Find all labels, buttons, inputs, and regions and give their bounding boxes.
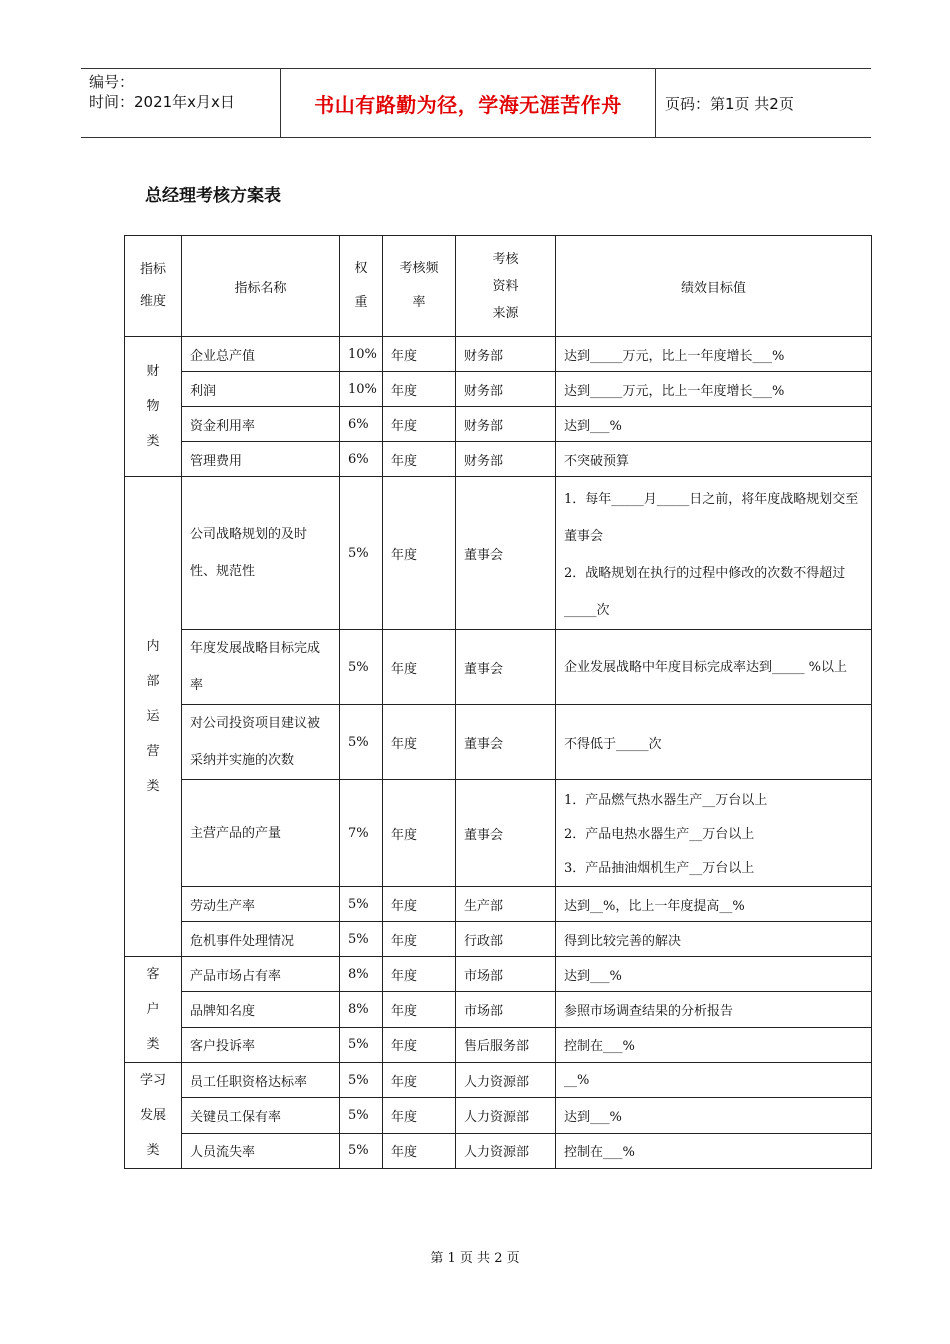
frequency-cell: 年度 (383, 780, 456, 887)
table-row (125, 1133, 872, 1168)
weight-cell: 5% (340, 1133, 383, 1168)
weight-cell: 5% (340, 922, 383, 957)
table-row (125, 630, 872, 705)
indicator-name-cell: 利润 (182, 372, 340, 407)
frequency-cell: 年度 (383, 922, 456, 957)
weight-cell: 8% (340, 957, 383, 992)
source-cell: 财务部 (456, 442, 556, 477)
indicator-name-cell: 主营产品的产量 (182, 780, 340, 887)
frequency-cell: 年度 (383, 705, 456, 780)
table-row (125, 1098, 872, 1133)
header-dimension: 指标 维度 (125, 236, 182, 337)
number-label: 编号： (89, 73, 135, 91)
frequency-cell: 年度 (383, 442, 456, 477)
weight-cell: 8% (340, 992, 383, 1027)
header-name: 指标名称 (182, 236, 340, 337)
table-row (125, 337, 872, 372)
indicator-name-cell: 年度发展战略目标完成率 (182, 630, 340, 705)
weight-cell: 5% (340, 1098, 383, 1133)
target-cell: 达到___% (556, 957, 872, 992)
weight-cell: 6% (340, 442, 383, 477)
target-cell: 达到___% (556, 407, 872, 442)
table-row (125, 1027, 872, 1062)
dimension-cell: 财 物 类 (125, 337, 182, 477)
target-cell: 不突破预算 (556, 442, 872, 477)
target-cell: 达到_____万元，比上一年度增长___% (556, 372, 872, 407)
indicator-name-cell: 公司战略规划的及时性、规范性 (182, 477, 340, 630)
table-row (125, 957, 872, 992)
target-cell: 控制在___% (556, 1133, 872, 1168)
weight-cell: 5% (340, 887, 383, 922)
document-header (81, 68, 871, 138)
target-cell: 达到___% (556, 1098, 872, 1133)
dimension-cell: 内 部 运 营 类 (125, 477, 182, 957)
indicator-name-cell: 关键员工保有率 (182, 1098, 340, 1133)
indicator-name-cell: 员工任职资格达标率 (182, 1063, 340, 1098)
frequency-cell: 年度 (383, 372, 456, 407)
frequency-cell: 年度 (383, 887, 456, 922)
weight-cell: 5% (340, 1027, 383, 1062)
weight-cell: 10% (340, 372, 383, 407)
table-header-row (125, 236, 872, 337)
target-cell: 达到_____万元，比上一年度增长___% (556, 337, 872, 372)
target-cell: 企业发展战略中年度目标完成率达到_____ %以上 (556, 630, 872, 705)
frequency-cell: 年度 (383, 1063, 456, 1098)
page-footer: 第 1 页 共 2 页 (430, 1251, 520, 1266)
source-cell: 董事会 (456, 705, 556, 780)
source-cell: 市场部 (456, 992, 556, 1027)
document-title: 总经理考核方案表 (145, 186, 281, 206)
header-target: 绩效目标值 (556, 236, 872, 337)
frequency-cell: 年度 (383, 477, 456, 630)
dimension-cell: 客 户 类 (125, 957, 182, 1063)
weight-cell: 5% (340, 705, 383, 780)
source-cell: 财务部 (456, 372, 556, 407)
weight-cell: 5% (340, 630, 383, 705)
table-row (125, 372, 872, 407)
target-cell: 控制在___% (556, 1027, 872, 1062)
header-page-info: 页码：第1页 共2页 (665, 94, 794, 113)
indicator-name-cell: 品牌知名度 (182, 992, 340, 1027)
indicator-name-cell: 资金利用率 (182, 407, 340, 442)
indicator-name-cell: 管理费用 (182, 442, 340, 477)
header-slogan: 书山有路勤为径，学海无涯苦作舟 (281, 69, 656, 137)
header-meta (81, 69, 281, 137)
source-cell: 财务部 (456, 407, 556, 442)
header-frequency: 考核频 率 (383, 236, 456, 337)
weight-cell: 6% (340, 407, 383, 442)
frequency-cell: 年度 (383, 337, 456, 372)
frequency-cell: 年度 (383, 630, 456, 705)
source-cell: 董事会 (456, 630, 556, 705)
frequency-cell: 年度 (383, 957, 456, 992)
assessment-table (124, 235, 872, 1169)
table-row (125, 705, 872, 780)
source-cell: 人力资源部 (456, 1098, 556, 1133)
table-row (125, 1063, 872, 1098)
table-row (125, 887, 872, 922)
target-cell: 1．每年_____月_____日之前，将年度战略规划交至董事会 2．战略规划在执行的过程中修改的次数不得超过_____次 (556, 477, 872, 630)
source-cell: 董事会 (456, 477, 556, 630)
table-body (125, 236, 872, 1169)
indicator-name-cell: 对公司投资项目建议被采纳并实施的次数 (182, 705, 340, 780)
frequency-cell: 年度 (383, 407, 456, 442)
target-cell: __% (556, 1063, 872, 1098)
source-cell: 市场部 (456, 957, 556, 992)
source-cell: 人力资源部 (456, 1063, 556, 1098)
weight-cell: 7% (340, 780, 383, 887)
header-source: 考核 资料 来源 (456, 236, 556, 337)
table-row (125, 407, 872, 442)
weight-cell: 5% (340, 1063, 383, 1098)
source-cell: 人力资源部 (456, 1133, 556, 1168)
target-cell: 不得低于_____次 (556, 705, 872, 780)
frequency-cell: 年度 (383, 992, 456, 1027)
frequency-cell: 年度 (383, 1098, 456, 1133)
source-cell: 生产部 (456, 887, 556, 922)
indicator-name-cell: 人员流失率 (182, 1133, 340, 1168)
time-label: 时间：2021年x月x日 (89, 93, 235, 111)
indicator-name-cell: 客户投诉率 (182, 1027, 340, 1062)
table-row (125, 442, 872, 477)
table-row (125, 922, 872, 957)
weight-cell: 5% (340, 477, 383, 630)
target-cell: 参照市场调查结果的分析报告 (556, 992, 872, 1027)
indicator-name-cell: 企业总产值 (182, 337, 340, 372)
frequency-cell: 年度 (383, 1027, 456, 1062)
target-cell: 达到__%，比上一年度提高__% (556, 887, 872, 922)
table-row (125, 780, 872, 887)
table-row (125, 477, 872, 630)
dimension-cell: 学习 发展 类 (125, 1063, 182, 1169)
table-row (125, 992, 872, 1027)
source-cell: 行政部 (456, 922, 556, 957)
source-cell: 售后服务部 (456, 1027, 556, 1062)
source-cell: 董事会 (456, 780, 556, 887)
indicator-name-cell: 危机事件处理情况 (182, 922, 340, 957)
target-cell: 得到比较完善的解决 (556, 922, 872, 957)
source-cell: 财务部 (456, 337, 556, 372)
weight-cell: 10% (340, 337, 383, 372)
indicator-name-cell: 产品市场占有率 (182, 957, 340, 992)
header-weight: 权 重 (340, 236, 383, 337)
frequency-cell: 年度 (383, 1133, 456, 1168)
target-cell: 1．产品燃气热水器生产__万台以上 2．产品电热水器生产__万台以上 3．产品抽油烟机生产__万台以上 (556, 780, 872, 887)
indicator-name-cell: 劳动生产率 (182, 887, 340, 922)
